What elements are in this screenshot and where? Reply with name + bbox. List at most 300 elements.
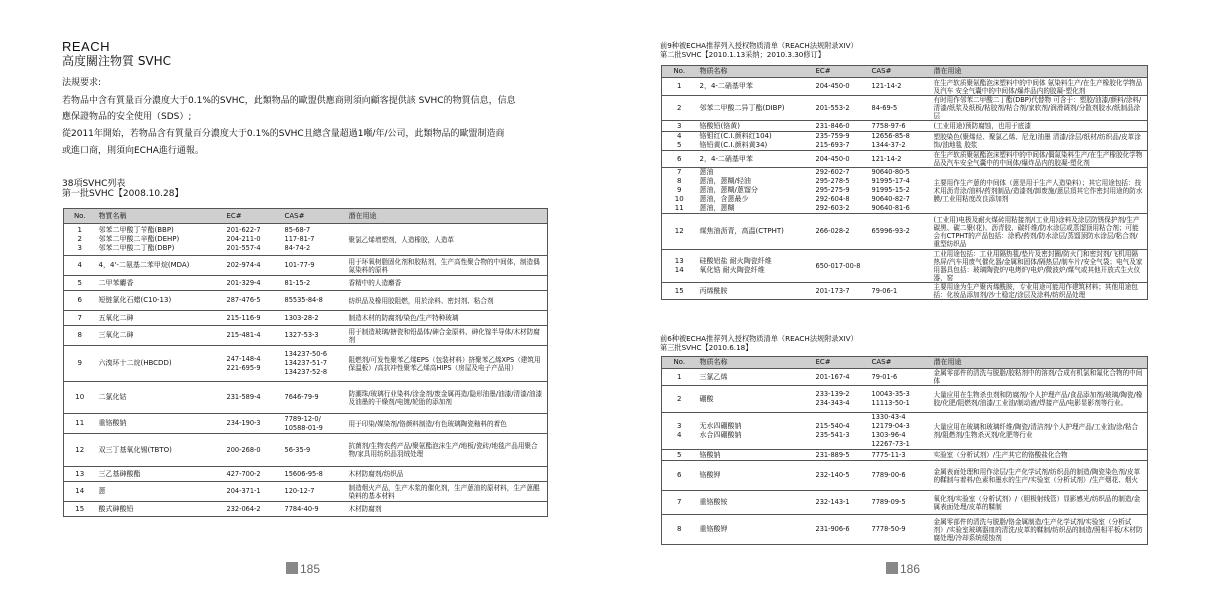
- table-row: [64, 434, 548, 467]
- cell-text: 204-450-0: [815, 154, 850, 163]
- table-row: [64, 326, 548, 346]
- table-row: [662, 413, 1148, 450]
- cell-text: 12: [75, 445, 85, 454]
- cell-col-cas: [869, 96, 931, 121]
- cell-text: 56-35-9: [284, 445, 311, 454]
- cell-text: 1344-37-2: [871, 141, 906, 149]
- cell-col-name: [697, 515, 813, 545]
- cell-text: 硼酸: [699, 394, 714, 403]
- cell-text: 3: [677, 422, 682, 430]
- cell-text: 蒽油: [699, 168, 714, 176]
- cell-text: 铬酸钠: [699, 450, 721, 459]
- cell-text: 7789-00-6: [871, 471, 906, 479]
- cell-text: 蒽油，蒽糊/蒽馏分: [699, 186, 758, 194]
- cell-col-name: [697, 461, 813, 491]
- cell-text: 重铬酸钠: [98, 419, 127, 427]
- cell-text: 81-15-2: [284, 278, 311, 287]
- cell-col-use: 木材防腐剂: [346, 502, 548, 517]
- cell-col-no: [662, 151, 697, 168]
- cell-text: 铬酸钾: [699, 471, 721, 479]
- cell-col-no: [64, 256, 96, 276]
- cell-col-no: [662, 450, 697, 461]
- cell-text: 215-540-4: [815, 422, 850, 430]
- cell-col-name: [96, 326, 224, 346]
- cell-col-cas: [869, 515, 931, 545]
- cell-col-name: [697, 413, 813, 450]
- cell-col-name: [697, 78, 813, 96]
- cell-col-no: [64, 434, 96, 467]
- cell-col-ec: [813, 461, 869, 491]
- cell-text: 204-450-0: [815, 82, 850, 90]
- header-col-cas: CAS#: [869, 66, 931, 78]
- cell-col-use: 塑胶染色(聚烯烃、聚氯乙烯、尼龙)油墨 清漆/涂层/纸材/纺织品/皮革涂饰/油地毯 胶浆: [931, 132, 1148, 151]
- table-row: [662, 132, 1148, 151]
- cell-text: 91995-17-4: [871, 177, 910, 185]
- cell-col-no: [662, 121, 697, 132]
- cell-text: 2: [77, 235, 82, 243]
- cell-text: 247-148-4: [226, 354, 261, 363]
- cell-col-ec: [224, 291, 282, 311]
- cell-col-name: [697, 450, 813, 461]
- table-row: [64, 224, 548, 256]
- cell-col-cas: [869, 132, 931, 151]
- cell-text: 201-553-2: [815, 103, 850, 112]
- right-page: [604, 0, 1207, 612]
- cell-text: 201-167-4: [815, 372, 850, 381]
- cell-col-ec: [224, 502, 282, 517]
- cell-text: 11113-50-1: [871, 399, 910, 407]
- cell-text: 15: [75, 504, 85, 513]
- paragraph-1: 若物品中含有質量百分濃度大于0.1%的SVHC，此類物品的歐盟供應商則須向顧客提供該 SVHC的物質信息，信息: [62, 96, 516, 106]
- cell-col-ec: [224, 414, 282, 434]
- cell-text: 235-759-9: [815, 132, 850, 140]
- cell-col-use: 在生产软质聚氨酯泡沫塑料中的中间体 氨染料生产/在生产橡胶化学物品及汽车 安全气囊中的中间体/爆炸品内的胶凝-塑化剂: [931, 78, 1148, 96]
- paragraph-2: 應保證物品的安全使用（SDS）;: [62, 112, 192, 122]
- header-col-cas: CAS#: [869, 357, 931, 369]
- cell-text: 13: [75, 469, 85, 478]
- cell-col-cas: [282, 326, 346, 346]
- table-row: [662, 214, 1148, 250]
- cell-text: 酸式砷酸铅: [98, 504, 134, 513]
- cell-col-cas: [869, 369, 931, 386]
- cell-text: 295-278-5: [815, 177, 850, 185]
- header-col-no: No.: [64, 209, 96, 224]
- batch-1-title: 第一批SVHC【2008.10.28】: [62, 189, 184, 199]
- cell-col-use: (工业用途)预防腐蚀，也用于底漆: [931, 121, 1148, 132]
- cell-col-use: 制造烟火产品，生产木浆的催化剂，生产蒽油的原材料，生产蒽醌染料的基本材料: [346, 482, 548, 502]
- cell-text: 235-541-3: [815, 431, 850, 439]
- cell-text: 121-14-2: [871, 82, 902, 90]
- cell-col-no: [64, 502, 96, 517]
- table-header-row: [64, 209, 548, 224]
- cell-col-use: 有时用作邻苯二甲酸二丁酯(DBP)代替物 可含于：塑胶/油漆/颜料/涂料/清漆/纸浆及纸板/粘胶剂/粘合剂/家软剂/润滑调剂/分散剂胶水/纸制品涂层: [931, 96, 1148, 121]
- header-col-name: 物質名稱: [96, 209, 224, 224]
- cell-text: 4: [677, 132, 682, 140]
- cell-col-use: 用于环氧树脂固化剂和胶粘剂，生产高性聚合物的中间体，制造偶氮染料的原料: [346, 256, 548, 276]
- cell-col-use: 大量应用在玻璃和玻璃纤维/陶瓷/清洁剂/个人护理产品/工业油/涂/粘合剂/阻燃剂/生物杀灭剂/化肥等行业: [931, 413, 1148, 450]
- cell-text: 232-143-1: [815, 498, 850, 506]
- cell-col-name: [96, 311, 224, 326]
- cell-text: 287-476-5: [226, 296, 261, 304]
- cell-col-cas: [869, 78, 931, 96]
- cell-text: 煤焦油沥青，高温(CTPHT): [699, 227, 784, 235]
- cell-text: 14: [674, 266, 684, 274]
- table-row: [64, 467, 548, 482]
- cell-text: 202-974-4: [226, 261, 261, 269]
- cell-text: 邻苯二甲酸二异丁酯(DIBP): [699, 103, 785, 112]
- cell-text: 65996-93-2: [871, 227, 910, 235]
- cell-text: 134237-50-6: [284, 350, 328, 358]
- cell-col-ec: [813, 168, 869, 214]
- cell-col-no: [662, 515, 697, 545]
- cell-col-name: [697, 214, 813, 250]
- svhc-table-batch-2: [661, 65, 1148, 300]
- cell-col-use: 制造木材的防腐剂/染色/生产特种玻璃: [346, 311, 548, 326]
- cell-col-no: [662, 250, 697, 283]
- cell-col-use: 金属零部件的清洗与脱脂/铬金属制造/生产化学试剂/实验室（分析试剂）/实验室玻璃器皿的清洗/皮革的鞣制/纺织品的制造/照相平板/木材防腐处理/冷却系统缓蚀剂: [931, 515, 1148, 545]
- cell-text: 292-604-8: [815, 195, 850, 203]
- cell-text: 231-889-5: [815, 450, 850, 459]
- cell-text: 201-622-7: [226, 226, 261, 234]
- table-row: [662, 283, 1148, 300]
- table-row: [64, 382, 548, 414]
- cell-text: 650-017-00-8: [815, 261, 861, 270]
- paragraph-3: 從2011年開始，若物品含有質量百分濃度大于0.1%的SVHC且總含量超過1噸/年/公司，此類物品的歐盟制造商: [62, 129, 505, 139]
- cell-text: 双三丁基氧化锡(TBTO): [98, 445, 172, 454]
- cell-text: 重铬酸铵: [699, 498, 728, 506]
- cell-text: 铬酸铅(铬黄): [699, 121, 740, 130]
- cell-col-no: [64, 382, 96, 414]
- cell-col-cas: [869, 413, 931, 450]
- cell-col-cas: [869, 386, 931, 413]
- cell-col-cas: [869, 491, 931, 515]
- cell-col-ec: [813, 250, 869, 283]
- cell-text: 7: [677, 168, 682, 176]
- cell-col-no: [64, 326, 96, 346]
- cell-col-ec: [224, 434, 282, 467]
- cell-col-cas: [282, 291, 346, 311]
- header-col-ec: EC#: [813, 66, 869, 78]
- cell-col-cas: [869, 450, 931, 461]
- cell-col-no: [662, 168, 697, 214]
- cell-col-ec: [224, 224, 282, 256]
- cell-col-ec: [224, 326, 282, 346]
- cell-col-no: [662, 491, 697, 515]
- cell-text: 7789-12-0/: [284, 414, 321, 423]
- cell-text: 10588-01-9: [284, 423, 323, 432]
- cell-col-no: [662, 369, 697, 386]
- cell-text: 4: [677, 431, 682, 439]
- page-marker-icon: [886, 562, 898, 574]
- table-row: [64, 256, 548, 276]
- cell-col-name: [96, 224, 224, 256]
- cell-col-ec: [813, 132, 869, 151]
- cell-col-name: [697, 121, 813, 132]
- cell-text: 12179-04-3: [871, 422, 910, 430]
- cell-text: 6: [677, 471, 682, 479]
- cell-col-name: [697, 151, 813, 168]
- cell-col-ec: [224, 276, 282, 291]
- cell-text: 6: [77, 296, 82, 304]
- cell-text: 234-190-3: [226, 419, 261, 427]
- batch-2-title-line2: 第二批SVHC【2010.1.13采纳；2010.3.30修订】: [660, 50, 825, 59]
- cell-col-use: 用于制造玻璃/搪瓷和铅晶体/砷合金原料、砷化镓半导体/木材防腐剂: [346, 326, 548, 346]
- cell-col-use: 抗菌剂/生物农药产品/聚氨酯泡沫生产/地板/瓷砖/地毯产品用聚合物/家具用纺织品羽绒处理: [346, 434, 548, 467]
- cell-text: 5: [677, 450, 682, 459]
- cell-text: 15: [674, 286, 684, 295]
- table-row: [64, 311, 548, 326]
- cell-col-cas: [869, 168, 931, 214]
- cell-col-cas: [282, 224, 346, 256]
- cell-col-name: [697, 250, 813, 283]
- cell-text: 2: [677, 103, 682, 112]
- cell-col-no: [662, 78, 697, 96]
- table-row: [64, 502, 548, 517]
- cell-col-use: 金属表面处理和用作涂层/生产化学试剂/纺织品的制造/陶瓷染色剂/皮革的鞣制与着料/色素和墨水的生产/实验室（分析试剂）/生产烟花、烟火: [931, 461, 1148, 491]
- table-row: [662, 386, 1148, 413]
- cell-col-ec: [813, 515, 869, 545]
- table-row: [64, 414, 548, 434]
- header-col-ec: EC#: [224, 209, 282, 224]
- header-col-cas: CAS#: [282, 209, 346, 224]
- cell-text: 水合四硼酸钠: [699, 431, 742, 439]
- cell-col-ec: [224, 346, 282, 382]
- cell-col-cas: [869, 250, 931, 283]
- cell-text: 8: [77, 331, 82, 339]
- cell-col-name: [697, 283, 813, 300]
- cell-text: 134237-52-8: [284, 368, 328, 376]
- batch-3-title-line1: 前6种被ECHA推荐列入授权物质清单（REACH法规附录XIV）: [660, 334, 858, 343]
- cell-text: 117-81-7: [284, 235, 315, 243]
- cell-text: 邻苯二甲酸二丁酯(DBP): [98, 244, 175, 252]
- cell-text: 120-12-7: [284, 487, 315, 495]
- cell-text: 4: [77, 261, 82, 269]
- cell-col-name: [697, 369, 813, 386]
- cell-col-name: [697, 491, 813, 515]
- cell-text: 铬钼红(C.I.颜料红104): [699, 132, 772, 140]
- cell-col-ec: [813, 450, 869, 461]
- cell-col-cas: [282, 482, 346, 502]
- cell-col-cas: [282, 434, 346, 467]
- cell-text: 201-173-7: [815, 286, 850, 295]
- cell-text: 1: [677, 372, 682, 381]
- cell-col-use: 阻燃剂/可发性聚苯乙烯EPS（包装材料）挤聚苯乙烯XPS（建筑用保温板）/高抗冲性聚苯乙烯高HIPS（房屋及电子产品用）: [346, 346, 548, 382]
- cell-col-ec: [813, 214, 869, 250]
- cell-col-cas: [869, 214, 931, 250]
- cell-col-ec: [813, 369, 869, 386]
- table-row: [662, 96, 1148, 121]
- cell-col-ec: [224, 311, 282, 326]
- cell-col-cas: [282, 382, 346, 414]
- cell-text: 134237-51-7: [284, 359, 328, 367]
- svhc-list-title: 38項SVHC列表: [62, 179, 126, 189]
- batch-2-title-line1: 前9种被ECHA推荐列入授权物质清单（REACH法规附录XIV）: [660, 41, 858, 50]
- cell-text: 二氯化钴: [98, 393, 127, 401]
- cell-col-use: 主要用途为生产聚丙烯酰胺，专业用途可能用作建筑材料；其他用途包括：化妆品添加剂/沙土稳定/涂层及涂料/纺织品处理: [931, 283, 1148, 300]
- cell-text: 11: [674, 204, 684, 212]
- header-col-ec: EC#: [813, 357, 869, 369]
- cell-text: 氧化锆 耐火陶瓷纤维: [699, 266, 765, 274]
- cell-text: 六溴环十二烷(HBCDD): [98, 359, 172, 367]
- cell-text: 84-69-5: [871, 103, 898, 112]
- cell-text: 10: [674, 195, 684, 203]
- cell-col-name: [96, 256, 224, 276]
- cell-text: 215-693-7: [815, 141, 850, 149]
- cell-text: 7778-50-9: [871, 525, 906, 533]
- table-row: [662, 78, 1148, 96]
- cell-col-no: [64, 467, 96, 482]
- cell-col-name: [96, 434, 224, 467]
- cell-col-no: [662, 461, 697, 491]
- cell-col-cas: [869, 121, 931, 132]
- cell-text: 5: [677, 141, 682, 149]
- cell-col-use: 用于印染/媒染剂/铬颜料制造/有色玻璃陶瓷釉料的着色: [346, 414, 548, 434]
- cell-text: 蒽油，蒽糊: [699, 204, 735, 212]
- cell-col-ec: [813, 121, 869, 132]
- cell-col-cas: [282, 467, 346, 482]
- header-col-name: 物质名称: [697, 357, 813, 369]
- cell-text: 10: [75, 393, 85, 401]
- cell-col-ec: [813, 283, 869, 300]
- cell-text: 231-906-6: [815, 525, 850, 533]
- cell-text: 五氧化二砷: [98, 313, 134, 322]
- cell-text: 231-846-0: [815, 121, 850, 130]
- cell-text: 204-211-0: [226, 235, 261, 243]
- cell-col-name: [697, 132, 813, 151]
- cell-text: 266-028-2: [815, 227, 850, 235]
- cell-text: 邻苯二甲酸二辛酯(DEHP): [98, 235, 180, 243]
- cell-col-name: [96, 502, 224, 517]
- cell-text: 三氯乙烯: [699, 372, 728, 381]
- page-number: 186: [886, 562, 920, 576]
- table-row: [662, 168, 1148, 214]
- cell-col-ec: [813, 386, 869, 413]
- cell-text: 201-557-4: [226, 244, 261, 252]
- cell-text: 2: [677, 394, 682, 403]
- cell-text: 2，4-二硝基甲苯: [699, 154, 753, 163]
- svhc-table-batch-1: [63, 208, 548, 517]
- cell-col-use: 实验室（分析试剂）/生产其它的铬酸盐化合物: [931, 450, 1148, 461]
- cell-col-use: 金属零部件的清洗与脱脂/胶粘剂中的溶剂/合成有机氯和氟化合物的中间体: [931, 369, 1148, 386]
- cell-text: 8: [677, 525, 682, 533]
- cell-col-use: 纺织品及橡用胶阻燃，用於涂料、密封剂、粘合剂: [346, 291, 548, 311]
- batch-3-title-line2: 第三批SVHC【2010.6.18】: [660, 343, 753, 352]
- cell-text: 7: [677, 498, 682, 506]
- page-marker-icon: [286, 562, 298, 574]
- header-col-use: 潛在用途: [346, 209, 548, 224]
- cell-text: 蒽: [98, 487, 106, 495]
- cell-text: 79-06-1: [871, 286, 898, 295]
- table-row: [662, 369, 1148, 386]
- table-header-row: [662, 66, 1148, 78]
- cell-col-name: [96, 382, 224, 414]
- cell-text: 7784-40-9: [284, 504, 319, 513]
- table-row: [64, 291, 548, 311]
- cell-text: 硅酸铝盐 耐火陶瓷纤维: [699, 257, 772, 265]
- cell-col-name: [96, 467, 224, 482]
- cell-text: 200-268-0: [226, 445, 261, 454]
- cell-text: 无水四硼酸钠: [699, 422, 742, 430]
- table-row: [662, 121, 1148, 132]
- cell-text: 4，4'-二氨基二苯甲烷(MDA): [98, 261, 190, 269]
- cell-col-cas: [869, 461, 931, 491]
- cell-text: 15606-95-8: [284, 469, 323, 478]
- cell-text: 91995-15-2: [871, 186, 910, 194]
- cell-col-use: 防潮珠/玻璃行业染料/涂金剂/废金属再造/隐形油墨/油漆/清漆/油漆及油墨的干燥剂/电镀/轮胎的添加剂: [346, 382, 548, 414]
- cell-text: 1303-28-2: [284, 313, 319, 322]
- table-row: [64, 346, 548, 382]
- cell-col-ec: [224, 467, 282, 482]
- cell-text: 邻苯二甲酸丁苄酯(BBP): [98, 226, 174, 234]
- cell-text: 12: [674, 227, 684, 235]
- cell-col-ec: [813, 78, 869, 96]
- cell-col-cas: [282, 311, 346, 326]
- cell-col-no: [662, 132, 697, 151]
- table-row: [662, 151, 1148, 168]
- cell-col-name: [697, 168, 813, 214]
- table-row: [64, 276, 548, 291]
- cell-text: 201-329-4: [226, 278, 261, 287]
- cell-text: 2，4-二硝基甲苯: [699, 82, 753, 90]
- paragraph-4: 或進口商，則須向ECHA進行通報。: [62, 146, 204, 156]
- cell-text: 234-343-4: [815, 399, 850, 407]
- cell-col-no: [662, 386, 697, 413]
- table-row: [662, 491, 1148, 515]
- cell-text: 7775-11-3: [871, 450, 906, 459]
- cell-text: 三乙基砷酸酯: [98, 469, 141, 478]
- cell-col-cas: [869, 151, 931, 168]
- cell-text: 292-602-7: [815, 168, 850, 176]
- cell-text: 1303-96-4: [871, 431, 906, 439]
- page-number: 185: [286, 562, 320, 576]
- cell-text: 3: [677, 121, 682, 130]
- cell-col-no: [662, 214, 697, 250]
- cell-text: 7646-79-9: [284, 393, 319, 401]
- cell-col-no: [64, 224, 96, 256]
- cell-col-use: 木材防腐剂/纺织品: [346, 467, 548, 482]
- table-row: [662, 250, 1148, 283]
- svhc-table-batch-3: [661, 356, 1148, 545]
- cell-col-use: (工业用)电极及耐火煤砖用粘接剂/(工业用)涂料及涂层防锈保护剂/生产碳黑、碳二聚(花)、沥青胶、碳纤维/防水涂层或蒸馏顶用粘合剂；可能会有CTPHT的产品包括：涂鸦/药剂/防水涂层/蒸馏顶防水涂层/粘合剂/重型纺织品: [931, 214, 1148, 250]
- cell-col-no: [662, 413, 697, 450]
- cell-text: 重铬酸钾: [699, 525, 728, 533]
- cell-col-cas: [282, 502, 346, 517]
- cell-col-no: [64, 276, 96, 291]
- cell-text: 铬铅黄(C.I.颜料黄34): [699, 141, 768, 149]
- cell-text: 11: [75, 419, 85, 427]
- header-col-use: 潜在用途: [931, 66, 1148, 78]
- header-col-no: No.: [662, 357, 697, 369]
- cell-text: 232-064-2: [226, 504, 261, 513]
- cell-col-use: 香精中的人造麝香: [346, 276, 548, 291]
- cell-col-no: [64, 346, 96, 382]
- cell-col-name: [96, 276, 224, 291]
- cell-text: 7: [77, 313, 82, 322]
- cell-text: 7789-09-5: [871, 498, 906, 506]
- cell-col-cas: [282, 414, 346, 434]
- header-col-no: No.: [662, 66, 697, 78]
- cell-text: 79-01-6: [871, 372, 898, 381]
- cell-col-no: [64, 482, 96, 502]
- cell-col-ec: [813, 151, 869, 168]
- cell-text: 二甲苯麝香: [98, 278, 134, 287]
- cell-text: 1327-53-3: [284, 331, 319, 339]
- cell-text: 90640-82-7: [871, 195, 910, 203]
- cell-text: 427-700-2: [226, 469, 261, 478]
- cell-col-name: [697, 96, 813, 121]
- cell-text: 3: [77, 244, 82, 252]
- header-col-use: 潜在用途: [931, 357, 1148, 369]
